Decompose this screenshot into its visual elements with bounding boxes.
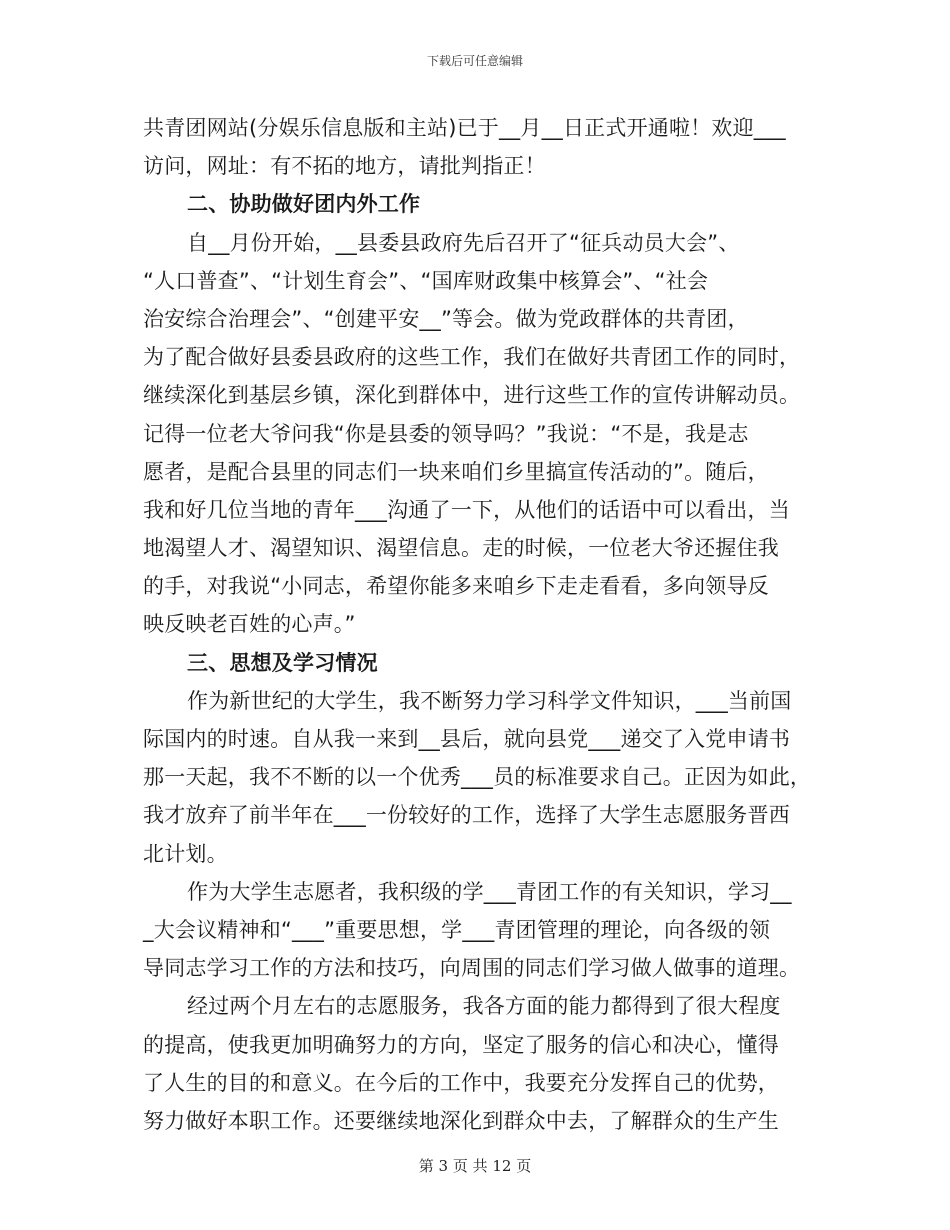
- text-line: 映反映老百姓的心声。”: [143, 612, 356, 637]
- text-line: 际国内的时速。自从我一来到__县后，就向县党___递交了入党申请书: [143, 727, 791, 751]
- text-line: 愿者，是配合县里的同志们一块来咱们乡里搞宣传活动的”。随后，: [143, 459, 769, 484]
- text-line: 自__月份开始，__县委县政府先后召开了“征兵动员大会”、: [187, 230, 740, 255]
- text-line: 经过两个月左右的志愿服务，我各方面的能力都得到了很大程度: [187, 994, 781, 1019]
- section-heading: 三、思想及学习情况: [187, 650, 378, 675]
- section-heading: 二、协助做好团内外工作: [187, 192, 421, 217]
- text-line: 访问，网址：有不拓的地方，请批判指正！: [143, 154, 546, 179]
- document-body: [143, 109, 811, 1140]
- page-header: 下载后可任意编辑: [426, 54, 523, 68]
- text-line: 为了配合做好县委县政府的这些工作，我们在做好共青团工作的同时，: [143, 345, 801, 370]
- text-line: 治安综合治理会”、“创建平安__”等会。做为党政群体的共青团，: [143, 306, 749, 331]
- text-line: 了人生的目的和意义。在今后的工作中，我要充分发挥自己的优势，: [143, 1070, 779, 1095]
- text-line: 北计划。: [143, 841, 228, 866]
- text-line: 努力做好本职工作。还要继续地深化到群众中去，了解群众的生产生: [143, 1108, 779, 1133]
- text-line: 地渴望人才、渴望知识、渴望信息。走的时候，一位老大爷还握住我: [143, 536, 779, 561]
- text-line: 继续深化到基层乡镇，深化到群体中，进行这些工作的宣传讲解动员。: [143, 383, 801, 408]
- text-line: 导同志学习工作的方法和技巧，向周围的同志们学习做人做事的道理。: [143, 956, 801, 981]
- text-line: 作为大学生志愿者，我积级的学___青团工作的有关知识，学习__: [187, 879, 792, 904]
- text-line: _大会议精神和“___”重要思想，学___青团管理的理论，向各级的领: [143, 917, 771, 942]
- text-line: “人口普查”、“计划生育会”、“国库财政集中核算会”、“社会: [143, 268, 709, 293]
- text-line: 的手，对我说“小同志，希望你能多来咱乡下走走看看，多向领导反: [143, 574, 769, 599]
- text-line: 共青团网站(分娱乐信息版和主站)已于__月__日正式开通啦！欢迎___: [143, 116, 786, 140]
- text-line: 作为新世纪的大学生，我不断努力学习科学文件知识，___当前国: [187, 688, 792, 713]
- text-line: 的提高，使我更加明确努力的方向，坚定了服务的信心和决心，懂得: [143, 1032, 779, 1057]
- text-line: 那一天起，我不不断的以一个优秀___员的标准要求自己。正因为如此，: [143, 765, 812, 790]
- page-footer: 第 3 页 共 12 页: [418, 1157, 532, 1175]
- text-line: 我和好几位当地的青年___沟通了一下，从他们的话语中可以看出，当: [143, 497, 790, 522]
- text-line: 我才放弃了前半年在___一份较好的工作，选择了大学生志愿服务晋西: [143, 803, 790, 828]
- text-line: 记得一位老大爷问我“你是县委的领导吗？”我说：“不是，我是志: [143, 421, 749, 446]
